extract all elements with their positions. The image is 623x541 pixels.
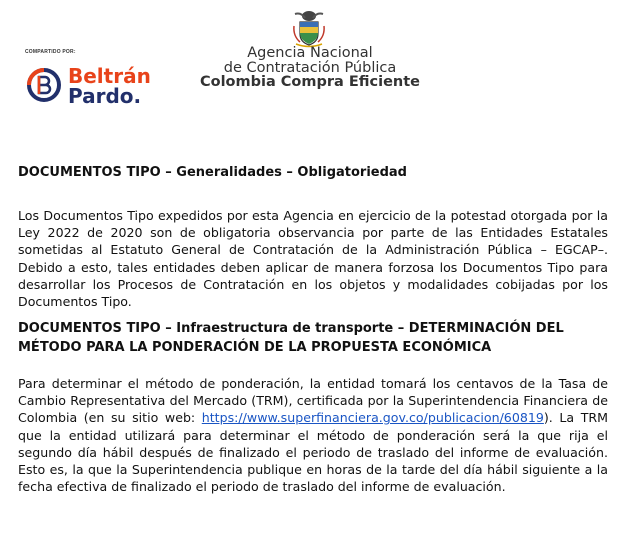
section2-text-before-link: Para determinar el método de ponderación, la entidad tomará los centavos de la Tasa de Cambio Representativa del Mercado (TRM), certificada por la Superintendencia Financiera de Colombia (en su sitio web: [18, 376, 608, 426]
section2-text-after-link: ). La TRM que la entidad utilizará para determinar el método de ponderación será la que rija el segundo día hábil después de finalizado el periodo de traslado del informe de evaluación. Esto es, la que la Superintendencia publique en horas de la tarde del día hábil siguiente a la fecha efectiva de finalizado el periodo de traslado del informe de evaluación. [18, 410, 608, 495]
logo-line-2: Pardo. [68, 84, 142, 108]
section2-paragraph [18, 375, 608, 495]
logo-line-1: Beltrán [68, 64, 151, 88]
beltran-pardo-logo [26, 64, 151, 108]
section2-heading: DOCUMENTOS TIPO – Infraestructura de transporte – DETERMINACIÓN DEL MÉTODO PARA LA PONDERACIÓN DE LA PROPUESTA ECONÓMICA [18, 321, 564, 355]
colombia-coat-of-arms-icon [291, 8, 327, 48]
agency-line-3: Colombia Compra Eficiente [199, 74, 421, 90]
beltran-pardo-mark-icon [26, 67, 62, 103]
superfinanciera-link[interactable]: https://www.superfinanciera.gov.co/publicacion/60819 [201, 410, 544, 426]
agency-line-1: Agencia Nacional [247, 45, 373, 61]
section1-heading: DOCUMENTOS TIPO – Generalidades – Obligatoriedad [18, 165, 407, 180]
shared-by-label: COMPARTIDO POR: [25, 49, 76, 55]
agency-line-2: de Contratación Pública [223, 59, 397, 76]
section1-paragraph: Los Documentos Tipo expedidos por esta Agencia en ejercicio de la potestad otorgada por la Ley 2022 de 2020 son de obligatoria observancia por parte de las Entidades Estatales sometidas al Estatuto General de Contratación de la Administración Pública – EGCAP–. Debido a esto, tales entidades deben aplicar de manera forzosa los Documentos Tipo para desarrollar los Procesos de Contratación en los objetos y modalidades cobijadas por los Documentos Tipo. [18, 208, 608, 310]
agency-name [195, 46, 425, 90]
